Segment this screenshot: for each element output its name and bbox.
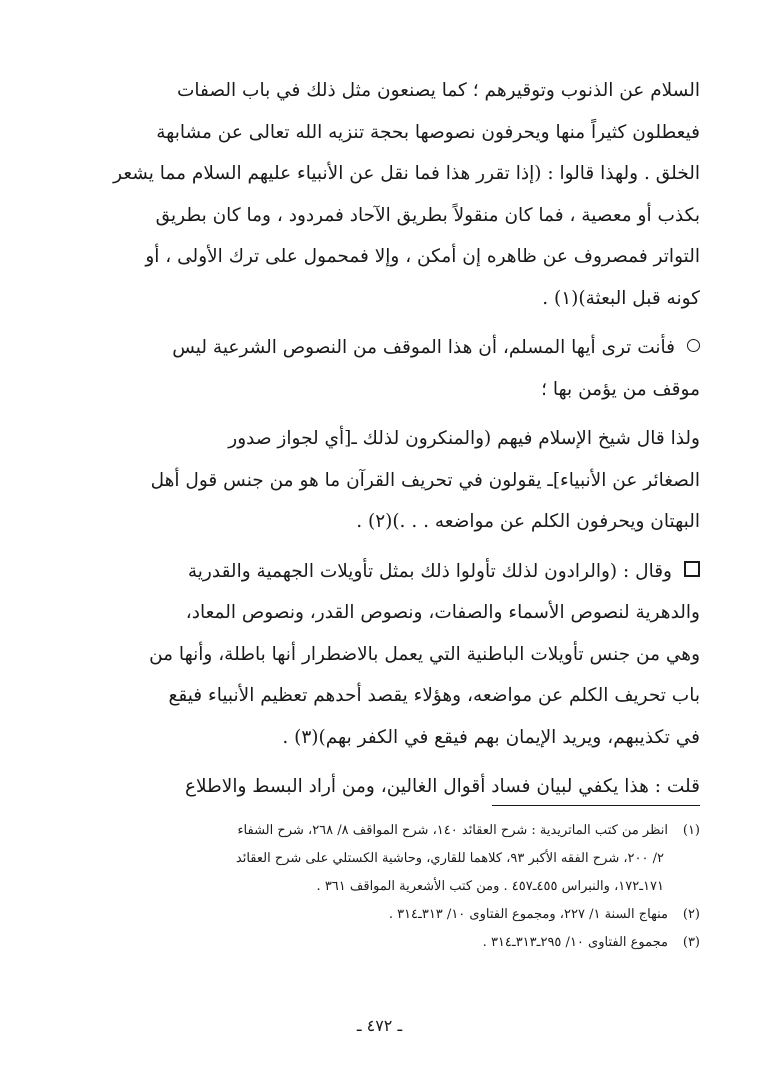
footnote-1-continued bbox=[86, 845, 700, 901]
text-line: البهتان ويحرفون الكلم عن مواضعه . . .)(٢) . bbox=[356, 511, 700, 532]
text-line: السلام عن الذنوب وتوقيرهم ؛ كما يصنعون مثل ذلك في باب الصفات bbox=[176, 80, 700, 101]
page-body bbox=[86, 70, 700, 808]
page-number: ـ ٤٧٢ ـ bbox=[356, 1016, 403, 1035]
paragraph-3 bbox=[86, 418, 700, 543]
text-line: بكذب أو معصية ، فما كان منقولاً بطريق الآحاد فمردود ، وما كان بطريق bbox=[155, 204, 700, 226]
footnote-number: (١) bbox=[682, 823, 700, 838]
footnote-line: ٢/ ٢٠٠، شرح الفقه الأكبر ٩٣، كلاهما للقاري، وحاشية الكستلي على شرح العقائد bbox=[235, 851, 664, 866]
text-line: وقال : (والرادون لذلك تأولوا ذلك بمثل تأويلات الجهمية والقدرية bbox=[187, 560, 672, 582]
footnote-separator bbox=[492, 805, 700, 806]
circle-bullet-icon bbox=[687, 339, 700, 352]
text-line: قلت : هذا يكفي لبيان فساد أقوال الغالين، ومن أراد البسط والاطلاع bbox=[184, 776, 700, 797]
paragraph-5 bbox=[86, 766, 700, 808]
text-line: فأنت ترى أيها المسلم، أن هذا الموقف من النصوص الشرعية ليس bbox=[172, 337, 675, 358]
main-text bbox=[86, 70, 700, 808]
footnote-line: ١٧١ـ١٧٢، والنبراس ٤٥٥ـ٤٥٧ . ومن كتب الأشعرية المواقف ٣٦١ . bbox=[316, 879, 664, 894]
paragraph-1 bbox=[86, 70, 700, 319]
footnotes bbox=[86, 817, 700, 957]
paragraph-2 bbox=[86, 327, 700, 410]
text-line: الخلق . ولهذا قالوا : (إذا تقرر هذا فما نقل عن الأنبياء عليهم السلام مما يشعر bbox=[113, 163, 700, 184]
footnote-3 bbox=[86, 929, 700, 957]
footnote-number: (٢) bbox=[682, 907, 700, 922]
footnote-number: (٣) bbox=[682, 935, 700, 950]
text-line: ولذا قال شيخ الإسلام فيهم (والمنكرون لذلك ـ[أي لجواز صدور bbox=[228, 428, 700, 449]
text-line: كونه قبل البعثة)(١) . bbox=[542, 287, 700, 309]
text-line: في تكذيبهم، ويريد الإيمان بهم فيقع في الكفر بهم)(٣) . bbox=[282, 726, 700, 748]
square-bullet-icon bbox=[684, 561, 700, 577]
footnote-line: انظر من كتب الماتريدية : شرح العقائد ١٤٠، شرح المواقف ٨/ ٢٦٨، شرح الشفاء bbox=[237, 823, 668, 838]
text-line: والدهرية لنصوص الأسماء والصفات، ونصوص القدر، ونصوص المعاد، bbox=[185, 602, 700, 623]
text-line: وهي من جنس تأويلات الباطنية التي يعمل بالاضطرار أنها باطلة، وأنها من bbox=[149, 643, 700, 665]
text-line: باب تحريف الكلم عن مواضعه، وهؤلاء يقصد أحدهم تعظيم الأنبياء فيقع bbox=[168, 685, 700, 706]
text-line: فيعطلون كثيراً منها ويحرفون نصوصها بحجة تنزيه الله تعالى عن مشابهة bbox=[156, 121, 700, 143]
text-line: موقف من يؤمن بها ؛ bbox=[541, 378, 700, 400]
text-line: التواتر فمصروف عن ظاهره إن أمكن ، وإلا فمحمول على ترك الأولى ، أو bbox=[145, 246, 700, 267]
footnote-2 bbox=[86, 901, 700, 929]
paragraph-4 bbox=[86, 551, 700, 759]
text-line: الصغائر عن الأنبياء]ـ يقولون في تحريف القرآن ما هو من جنس قول أهل bbox=[150, 469, 700, 491]
footnote-line: منهاج السنة ١/ ٢٢٧، ومجموع الفتاوى ١٠/ ٣١٣ـ٣١٤ . bbox=[388, 907, 668, 922]
footnote-1 bbox=[86, 817, 700, 845]
footnote-line: مجموع الفتاوى ١٠/ ٢٩٥ـ٣١٣ـ٣١٤ . bbox=[482, 935, 668, 950]
